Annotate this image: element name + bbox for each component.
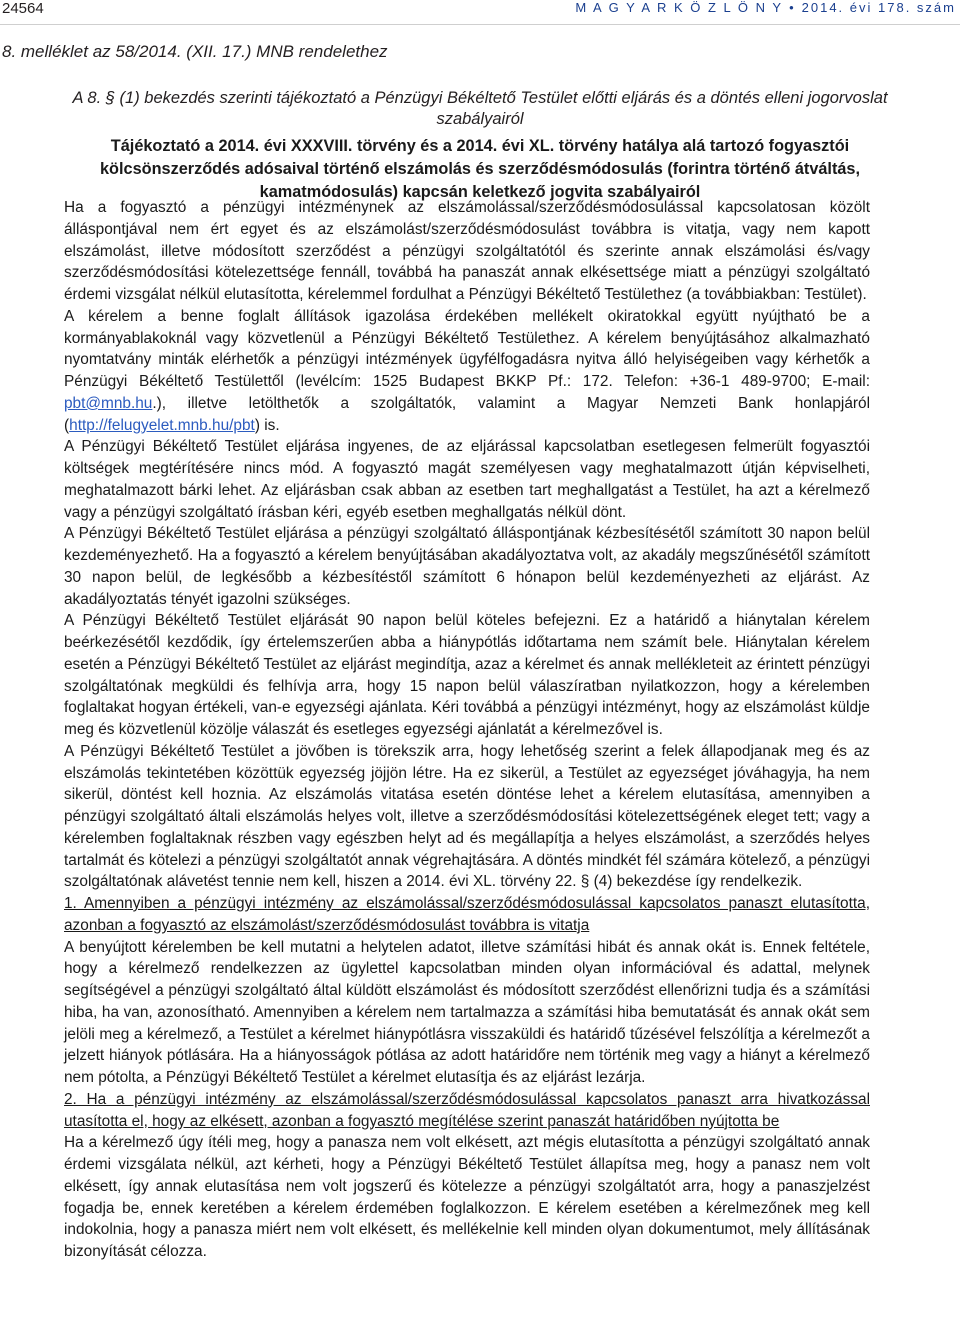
paragraph: Ha a fogyasztó a pénzügyi intézménynek az elszámolással/szerződésmódosulással kapcsolatosan közölt álláspontjával nem ért egyet és az elszámolást/szerződésmódosulást továbbra is vitatja, vagy nem kapott elszámolást, illetve módosított szerződést a pénzügyi szolgáltatótól és szerinte annak elszámolási és/vagy szerződésmódosítási kötelezettsége fennáll, továbbá ha panaszát annak elkésettsége miatt a pénzügyi szolgáltató érdemi vizsgálat nélkül elutasította, kérelemmel fordulhat a Pénzügyi Békéltető Testülethez (a továbbiakban: Testület).	[64, 199, 870, 303]
separator-dot: •	[789, 0, 796, 15]
paragraph: A Pénzügyi Békéltető Testület eljárását 90 napon belül köteles befejezni. Ez a határidő a hiánytalan kérelem beérkezésétől kezdődik, így értelemszerűen abba a hiánypótlás időtartama nem számít bele. Hiánytalan kérelem esetén a Pénzügyi Békéltető Testület az eljárást megindítja, azaz a kérelmet és annak mellékleteit az érintett pénzügyi szolgáltatónak megküldi és felhívja arra, hogy 15 napon belül válaszíratban nyilatkozzon, hogy a kérelemben foglaltakat hogyan értékeli, van-e egyezségi ajánlata. Kéri továbbá a pénzügyi intézményt, hogy az elszámolást küldje meg és közvetlenül közölje válaszát és esetleges egyezségi ajánlatát a kérelmezővel is.	[64, 612, 870, 738]
paragraph: A benyújtott kérelemben be kell mutatni a helytelen adatot, illetve számítási hibát és annak okát is. Ennek feltétele, hogy a kérelmező rendelkezzen az ügylettel kapcsolatban minden olyan információval és adattal, melynek segítségével a pénzügyi szolgáltató által küldött elszámolást és módosított szerződést ellenőrizni tudja és a számítási hiba, ha van, azonosítható. Amennyiben a kérelem nem tartalmazza a számítási hiba bemutatását és annak okát sem jelöli meg a kérelmező, a Testület a kérelmet hiánypótlásra visszaküldi és határidő tűzésével felszólítja a kérelmezőt a jelzett hiányok pótlására. Ha a hiányosságok pótlása az adott határidőre nem történik meg vagy a hiányt a kérelmező nem pótolta, a Pénzügyi Békéltető Testület a kérelmet elutasítja és az eljárást lezárja.	[64, 938, 870, 1086]
paragraph: Ha a kérelmező úgy ítéli meg, hogy a panasza nem volt elkésett, azt mégis elutasította a pénzügyi szolgáltató annak érdemi vizsgálata nélkül, azt kérheti, hogy a Pénzügyi Békéltető Testület állapítsa meg, hogy a panasz nem volt elkésett, így annak elutasítása nem volt jogszerű és kötelezze a pénzügyi szolgáltatót arra, hogy a panaszjelzést fogadja be, ennek keretében a kérelem érdemében foglalkozzon. E kérelem esetében a kérelmezőnek meg kell indokolnia, hogy a panasza miért nem volt elkésett, és mellékelnie kell minden olyan dokumentumot, mely állításának bizonyítását célozza.	[64, 1134, 870, 1260]
website-link[interactable]: http://felugyelet.mnb.hu/pbt	[69, 416, 255, 434]
subsection-heading-2: 2. Ha a pénzügyi intézmény az elszámolással/szerződésmódosulással kapcsolatos panaszt arra hivatkozással utasította el, hogy az elkésett, azonban a fogyasztó megítélése szerint panaszát határidőben nyújtotta be	[64, 1090, 870, 1130]
journal-name: M A G Y A R K Ö Z L Ö N Y	[575, 0, 784, 15]
header-divider	[0, 24, 960, 25]
document-title: Tájékoztató a 2014. évi XXXVIII. törvény és a 2014. évi XL. törvény hatálya alá tartozó fogyasztói kölcsönszerződés adósaival történő elszámolás és szerződésmódosulás (forintra történő átváltás, kamatmódosulás) kapcsán keletkező jogvita szabályairól	[99, 137, 861, 201]
journal-header	[575, 0, 956, 15]
page-number: 24564	[2, 0, 44, 17]
paragraph-text: .), illetve letölthetők a szolgáltatók, valamint a Magyar Nemzeti Bank honlapjáról (	[64, 394, 870, 434]
paragraph: A Pénzügyi Békéltető Testület eljárása ingyenes, de az eljárással kapcsolatban esetlegesen felmerült fogyasztói költségek megtérítésére nincs mód. A fogyasztó magát személyesen vagy meghatalmazott útján képviselheti, meghatalmazott bárki lehet. Az eljárásban csak abban az esetben tart meghallgatást a Testület, ha azt a kérelmező vagy a pénzügyi szolgáltató írásban kéri, egyéb esetben meghallgatás nélkül dönt.	[64, 438, 870, 521]
paragraph-contact	[64, 306, 870, 437]
paragraph: A Pénzügyi Békéltető Testület eljárása a pénzügyi szolgáltató álláspontjának kézbesítésétől számított 30 napon belül kezdeményezhető. Ha a fogyasztó a kérelem benyújtásában akadályoztatva volt, az akadály megszűnésétől számított 30 napon belül, de legkésőbb a kézbesítéstől számított 6 hónapon belül kezdeményezheti az eljárást. Az akadályoztatás tényét igazolni szükséges.	[64, 525, 870, 608]
section-title: A 8. § (1) bekezdés szerinti tájékoztató a Pénzügyi Békéltető Testület előtti eljárás és a döntés elleni jogorvoslat szabályairól	[72, 89, 888, 128]
document-body	[64, 197, 870, 1263]
issue-number: 2014. évi 178. szám	[801, 0, 956, 15]
subsection-heading-1: 1. Amennyiben a pénzügyi intézmény az elszámolással/szerződésmódosulással kapcsolatos panaszt elutasította, azonban a fogyasztó az elszámolást/szerződésmódosulást továbbra is vitatja	[64, 895, 870, 934]
paragraph-text: A kérelem a benne foglalt állítások igazolása érdekében mellékelt okiratokkal együtt nyújtható be a kormányablakoknál vagy közvetlenül a Pénzügyi Békéltető Testülethez. A kérelem benyújtásához alkalmazható nyomtatvány minták elérhetők a pénzügyi intézmények ügyfélfogadásra nyitva álló helyiségeiben vagy kérhetők a Pénzügyi Békéltető Testülettől (levélcím: 1525 Budapest BKKP Pf.: 172. Telefon: +36-1 489-9700; E-mail:	[64, 307, 870, 390]
annex-title: 8. melléklet az 58/2014. (XII. 17.) MNB rendelethez	[2, 42, 388, 61]
paragraph-text: ) is.	[254, 416, 280, 434]
email-link[interactable]: pbt@mnb.hu	[64, 394, 153, 412]
paragraph: A Pénzügyi Békéltető Testület a jövőben is törekszik arra, hogy lehetőség szerint a felek állapodjanak meg és az elszámolás tekintetében közöttük egyezség jöjjön létre. Ha ez sikerül, a Testület az egyezséget jóváhagyja, ha nem sikerül, döntést kell hoznia. Az elszámolás vitatása esetén döntése lehet a kérelem elutasítása, amennyiben a pénzügyi szolgáltató általi elszámolás helyes volt, illetve a szerződésmódosítási kötelezettségének eleget tett; vagy a kérelemben foglaltaknak részben vagy egészben helyt ad és megállapítja a helyes elszámolást, a szerződés helyes tartalmát és kötelezi a pénzügyi szolgáltatót annak végrehajtására. A döntés mindkét fél számára kötelező, a pénzügyi szolgáltatónak alávetést tennie nem kell, hiszen a 2014. évi XL. törvény 22. § (4) bekezdése így rendelkezik.	[64, 742, 870, 891]
